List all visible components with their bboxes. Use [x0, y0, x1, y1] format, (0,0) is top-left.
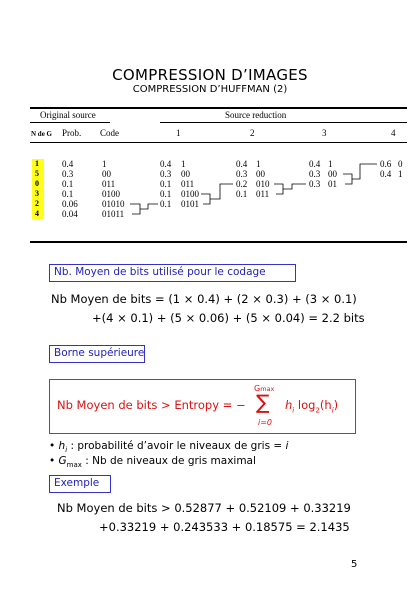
bullet-text: : Nb de niveaux de gris maximal: [81, 455, 256, 467]
r2-prob: 0.1: [236, 189, 248, 199]
merge-arrows: [30, 107, 407, 244]
r1-code: 0101: [181, 199, 199, 209]
section-label-average-bits: Nb. Moyen de bits utilisé pour le codage: [54, 266, 266, 278]
ndeg-cell: 3: [35, 189, 39, 198]
r2-prob: 0.3: [236, 169, 248, 179]
r2-code: 1: [256, 159, 261, 169]
ndeg-cell: 2: [35, 199, 39, 208]
equation-example-line1: Nb Moyen de bits > 0.52877 + 0.52109 + 0.33219: [57, 501, 351, 515]
code-cell: 0100: [102, 189, 120, 199]
bullet-symbol: h: [58, 440, 66, 452]
header-original-source: Original source: [40, 110, 96, 120]
sum-symbol: ∑: [256, 390, 270, 414]
bullet-text: : probabilité d’avoir le niveaux de gris =: [67, 440, 286, 452]
bullet-symbol: G: [58, 455, 67, 467]
bullet-sub: i: [65, 446, 68, 455]
r1-prob: 0.1: [160, 179, 172, 189]
r3-prob: 0.4: [309, 159, 321, 169]
log-base: 2: [315, 406, 320, 415]
r1-prob: 0.3: [160, 169, 172, 179]
prob-cell: 0.4: [62, 159, 74, 169]
r4-code: 0: [398, 159, 403, 169]
r3-code: 01: [328, 179, 337, 189]
code-cell: 01011: [102, 209, 125, 219]
bullet-sub: max: [66, 461, 82, 470]
code-cell: 01010: [102, 199, 125, 209]
r3-prob: 0.3: [309, 179, 321, 189]
ndeg-cell: 0: [35, 179, 39, 188]
equation-average-line1: Nb Moyen de bits = (1 × 0.4) + (2 × 0.3) + (3 × 0.1): [51, 292, 357, 306]
col-1: 1: [176, 128, 181, 138]
ndeg-cell: 1: [35, 159, 39, 168]
code-cell: 1: [102, 159, 107, 169]
sum-upper-max: max: [260, 385, 275, 393]
log-text: log: [297, 398, 316, 412]
prob-cell: 0.1: [62, 189, 74, 199]
r2-code: 00: [256, 169, 265, 179]
bullet-tail: i: [285, 440, 289, 452]
r2-prob: 0.2: [236, 179, 248, 189]
r1-code: 00: [181, 169, 190, 179]
r3-code: 1: [328, 159, 333, 169]
var-h: h: [285, 398, 293, 412]
col-2: 2: [250, 128, 255, 138]
header-source-reduction: Source reduction: [225, 110, 287, 120]
bullet-item-h: • $h_i$ : probabilité d’avoir le niveaux de gris = i: [49, 440, 289, 455]
col-prob: Prob.: [62, 128, 82, 138]
r3-prob: 0.3: [309, 169, 321, 179]
r4-prob: 0.4: [380, 169, 392, 179]
r1-prob: 0.4: [160, 159, 172, 169]
log-arg: (h: [319, 398, 332, 412]
page-number: 5: [351, 559, 358, 570]
page-subtitle: COMPRESSION D’HUFFMAN (2): [132, 84, 288, 95]
bullet-item-gmax: • $G_{max}$ : Nb de niveaux de gris maximal: [49, 455, 256, 470]
col-code: Code: [100, 128, 119, 138]
equation-average-line2: +(4 × 0.1) + (5 × 0.06) + (5 × 0.04) = 2.2 bits: [92, 311, 365, 325]
r4-prob: 0.6: [380, 159, 392, 169]
ndeg-cell: 5: [35, 169, 39, 178]
ndeg-cell: 4: [35, 209, 39, 218]
r3-code: 00: [328, 169, 337, 179]
entropy-formula-right: [285, 398, 338, 414]
r1-prob: 0.1: [160, 199, 172, 209]
log-close: ): [333, 398, 339, 412]
var-i: i: [292, 406, 295, 415]
prob-cell: 0.06: [62, 199, 78, 209]
section-label-example: Exemple: [54, 477, 100, 489]
r1-code: 1: [181, 159, 186, 169]
log-arg-sub: i: [331, 406, 334, 415]
col-ndeg: N de G: [31, 130, 52, 138]
section-label-upper-bound: Borne supérieure: [54, 347, 145, 359]
sum-lower-limit: i=0: [258, 418, 273, 427]
r1-prob: 0.1: [160, 189, 172, 199]
r4-code: 1: [398, 169, 403, 179]
page-title: COMPRESSION D’IMAGES: [112, 66, 308, 84]
huffman-table: [30, 107, 407, 244]
r2-code: 011: [256, 189, 270, 199]
equation-example-line2: +0.33219 + 0.243533 + 0.18575 = 2.1435: [99, 520, 350, 534]
sum-upper-g: G: [254, 384, 261, 393]
r2-prob: 0.4: [236, 159, 248, 169]
prob-cell: 0.3: [62, 169, 74, 179]
code-cell: 00: [102, 169, 111, 179]
table-bottom-rule: [30, 241, 407, 243]
r1-code: 011: [181, 179, 195, 189]
col-4: 4: [391, 128, 396, 138]
code-cell: 011: [102, 179, 116, 189]
entropy-formula-left: Nb Moyen de bits > Entropy = −: [57, 398, 246, 412]
col-3: 3: [322, 128, 327, 138]
prob-cell: 0.04: [62, 209, 78, 219]
r1-code: 0100: [181, 189, 199, 199]
r2-code: 010: [256, 179, 270, 189]
prob-cell: 0.1: [62, 179, 74, 189]
